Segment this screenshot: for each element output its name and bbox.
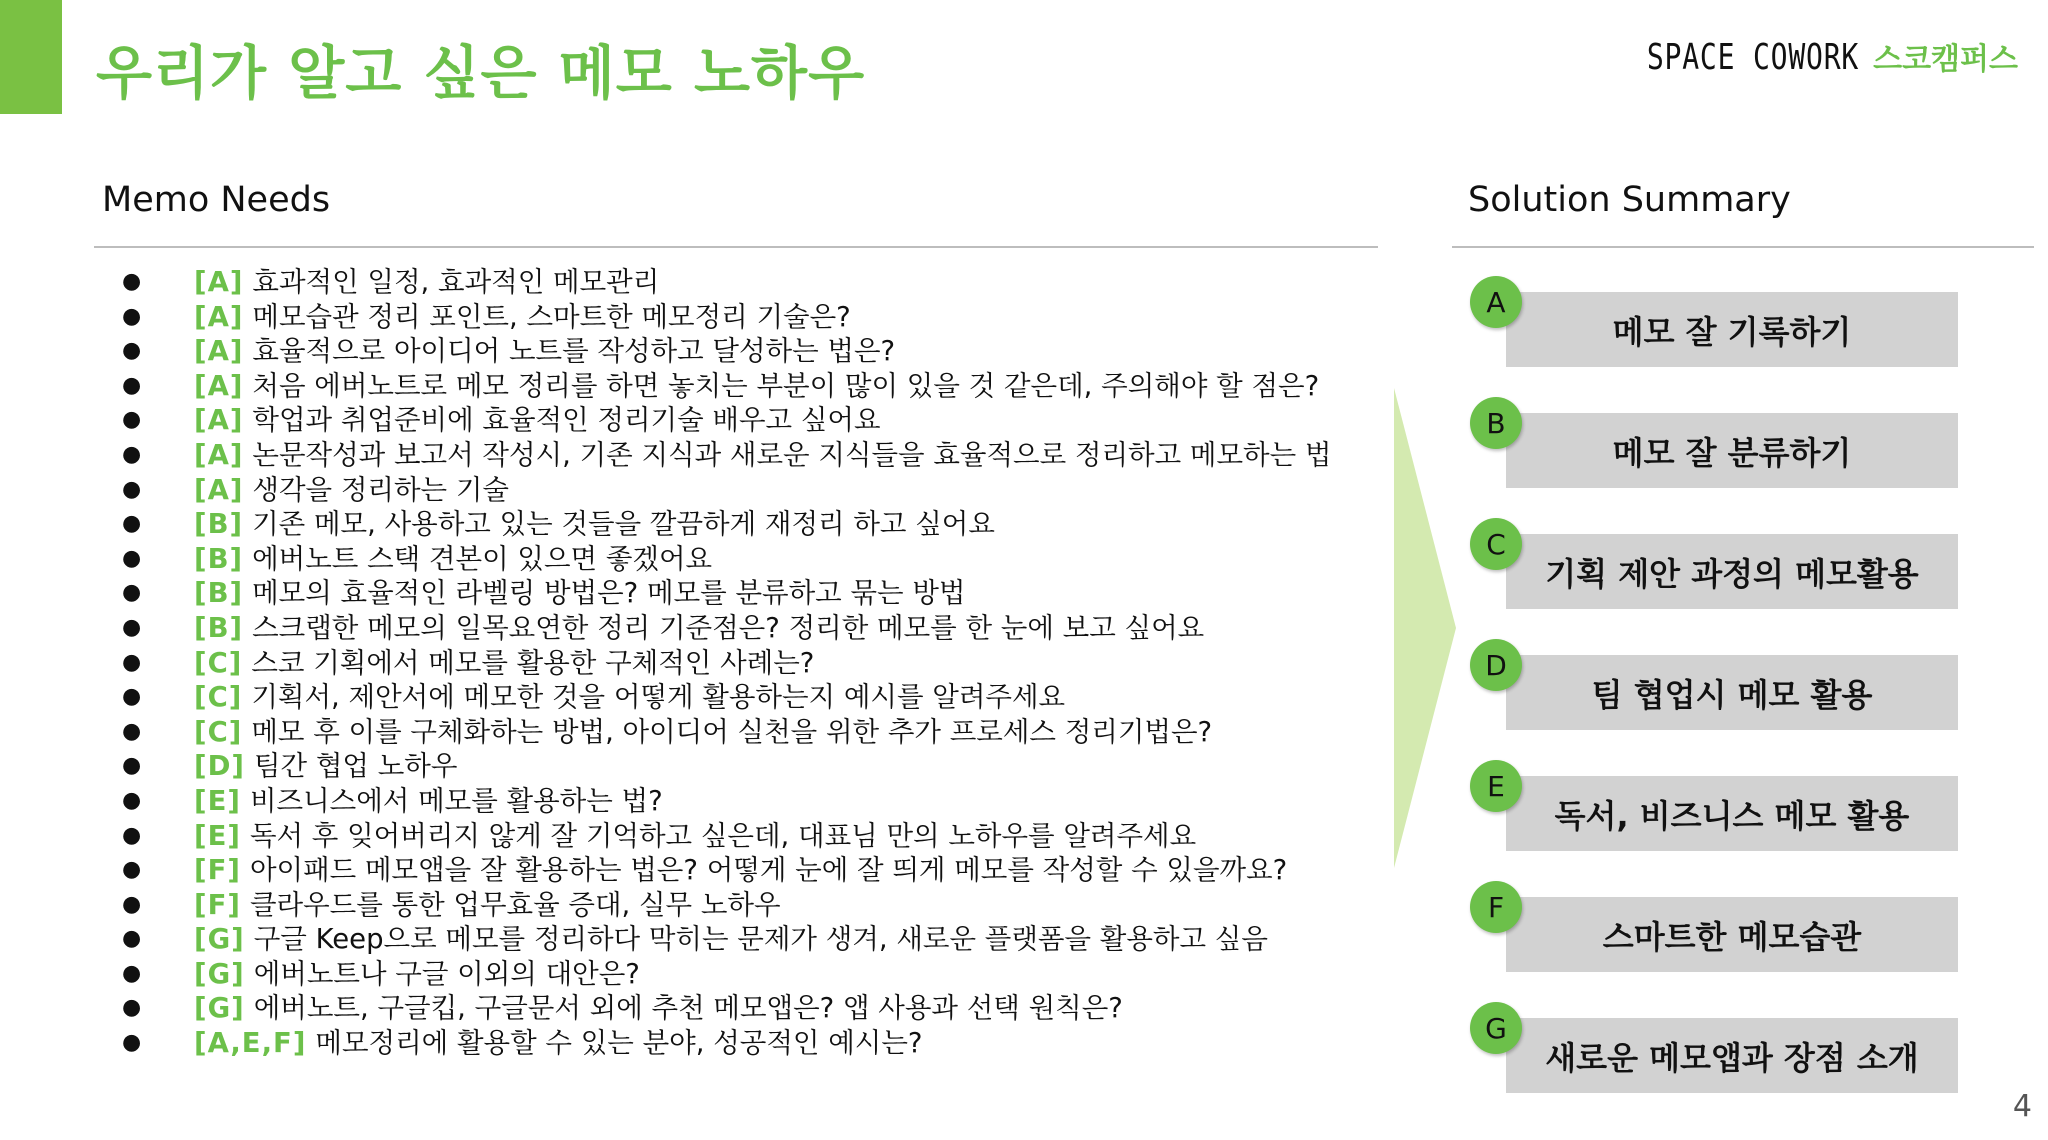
solution-label: 기획 제안 과정의 메모활용 <box>1506 534 1958 609</box>
solution-item-e <box>1470 760 2040 840</box>
solution-label: 스마트한 메모습관 <box>1506 897 1958 972</box>
list-item <box>122 749 1331 784</box>
category-tag: [A] <box>194 335 244 368</box>
solution-summary-divider <box>1452 246 2034 248</box>
list-item <box>122 265 1331 300</box>
list-item <box>122 438 1331 473</box>
solution-label: 메모 잘 분류하기 <box>1506 413 1958 488</box>
list-item <box>122 784 1331 819</box>
need-text: 아이패드 메모앱을 잘 활용하는 법은? 어떻게 눈에 잘 띄게 메모를 작성할 수 있을까요? <box>249 854 1288 887</box>
need-text: 스크랩한 메모의 일목요연한 정리 기준점은? 정리한 메모를 한 눈에 보고 싶어요 <box>252 611 1205 644</box>
category-tag: [D] <box>194 750 245 783</box>
list-item <box>122 473 1331 508</box>
list-item <box>122 853 1331 888</box>
need-text: 클라우드를 통한 업무효율 증대, 실무 노하우 <box>249 888 781 921</box>
need-text: 학업과 취업준비에 효율적인 정리기술 배우고 싶어요 <box>252 404 881 437</box>
need-text: 비즈니스에서 메모를 활용하는 법? <box>249 784 663 817</box>
bullet-icon: ● <box>122 960 142 986</box>
bullet-icon: ● <box>122 545 142 571</box>
need-text: 에버노트, 구글킵, 구글문서 외에 추천 메모앱은? 앱 사용과 선택 원칙은? <box>253 992 1123 1025</box>
category-tag: [G] <box>194 957 245 990</box>
solution-item-a <box>1470 276 2040 356</box>
bullet-icon: ● <box>122 580 142 606</box>
list-item <box>122 922 1331 957</box>
solution-item-d <box>1470 639 2040 719</box>
solution-letter-badge: A <box>1470 276 1522 328</box>
memo-needs-list <box>122 265 1331 1061</box>
category-tag: [A,E,F] <box>194 1027 307 1060</box>
category-tag: [C] <box>194 646 243 679</box>
category-tag: [E] <box>194 784 241 817</box>
list-item <box>122 507 1331 542</box>
category-tag: [E] <box>194 819 241 852</box>
solution-summary-heading: Solution Summary <box>1468 180 1791 220</box>
category-tag: [C] <box>194 715 243 748</box>
need-text: 논문작성과 보고서 작성시, 기존 지식과 새로운 지식들을 효율적으로 정리하고 메모하는 법 <box>252 438 1332 471</box>
bullet-icon: ● <box>122 338 142 364</box>
list-item <box>122 1026 1331 1061</box>
page-title: 우리가 알고 싶은 메모 노하우 <box>96 39 866 107</box>
header-accent-block <box>0 0 62 114</box>
need-text: 구글 Keep으로 메모를 정리하다 막히는 문제가 생겨, 새로운 플랫폼을 활용하고 싶음 <box>253 923 1268 956</box>
category-tag: [B] <box>194 542 244 575</box>
need-text: 독서 후 잊어버리지 않게 잘 기억하고 싶은데, 대표님 만의 노하우를 알려주세요 <box>249 819 1197 852</box>
category-tag: [A] <box>194 473 244 506</box>
need-text: 에버노트 스택 견본이 있으면 좋겠어요 <box>252 542 713 575</box>
category-tag: [G] <box>194 992 245 1025</box>
need-text: 메모습관 정리 포인트, 스마트한 메모정리 기술은? <box>252 300 851 333</box>
solution-item-f <box>1470 881 2040 961</box>
solution-item-b <box>1470 397 2040 477</box>
bullet-icon: ● <box>122 372 142 398</box>
solution-letter-badge: F <box>1470 881 1522 933</box>
bullet-icon: ● <box>122 441 142 467</box>
category-tag: [F] <box>194 854 241 887</box>
list-item <box>122 300 1331 335</box>
need-text: 에버노트나 구글 이외의 대안은? <box>253 957 640 990</box>
bullet-icon: ● <box>122 649 142 675</box>
category-tag: [A] <box>194 300 244 333</box>
category-tag: [B] <box>194 577 244 610</box>
solution-letter-badge: D <box>1470 639 1522 691</box>
solution-letter-badge: C <box>1470 518 1522 570</box>
need-text: 기획서, 제안서에 메모한 것을 어떻게 활용하는지 예시를 알려주세요 <box>251 681 1066 714</box>
list-item <box>122 888 1331 923</box>
solution-label: 새로운 메모앱과 장점 소개 <box>1506 1018 1958 1093</box>
list-item <box>122 715 1331 750</box>
need-text: 메모정리에 활용할 수 있는 분야, 성공적인 예시는? <box>315 1027 923 1060</box>
list-item <box>122 957 1331 992</box>
need-text: 스코 기획에서 메모를 활용한 구체적인 사례는? <box>251 646 815 679</box>
category-tag: [A] <box>194 369 244 402</box>
solution-item-c <box>1470 518 2040 598</box>
solution-label: 독서, 비즈니스 메모 활용 <box>1506 776 1958 851</box>
need-text: 팀간 협업 노하우 <box>253 750 458 783</box>
bullet-icon: ● <box>122 857 142 883</box>
need-text: 효과적인 일정, 효과적인 메모관리 <box>252 266 660 298</box>
bullet-icon: ● <box>122 995 142 1021</box>
bullet-icon: ● <box>122 684 142 710</box>
need-text: 메모 후 이를 구체화하는 방법, 아이디어 실천을 위한 추가 프로세스 정리기법은? <box>251 715 1213 748</box>
solution-letter-badge: E <box>1470 760 1522 812</box>
brand-subname: 스코캠퍼스 <box>1873 42 2018 77</box>
memo-needs-heading: Memo Needs <box>102 180 331 220</box>
bullet-icon: ● <box>122 476 142 502</box>
bullet-icon: ● <box>122 718 142 744</box>
bullet-icon: ● <box>122 753 142 779</box>
bullet-icon: ● <box>122 614 142 640</box>
need-text: 생각을 정리하는 기술 <box>252 473 509 506</box>
solution-label: 메모 잘 기록하기 <box>1506 292 1958 367</box>
bullet-icon: ● <box>122 1030 142 1056</box>
need-text: 효율적으로 아이디어 노트를 작성하고 달성하는 법은? <box>252 335 896 368</box>
bullet-icon: ● <box>122 891 142 917</box>
solution-letter-badge: B <box>1470 397 1522 449</box>
bullet-icon: ● <box>122 303 142 329</box>
bullet-icon: ● <box>122 822 142 848</box>
need-text: 기존 메모, 사용하고 있는 것들을 깔끔하게 재정리 하고 싶어요 <box>252 508 995 541</box>
solution-label: 팀 협업시 메모 활용 <box>1506 655 1958 730</box>
category-tag: [A] <box>194 404 244 437</box>
need-text: 메모의 효율적인 라벨링 방법은? 메모를 분류하고 묶는 방법 <box>252 577 966 610</box>
bullet-icon: ● <box>122 787 142 813</box>
category-tag: [A] <box>194 266 244 298</box>
bullet-icon: ● <box>122 511 142 537</box>
list-item <box>122 369 1331 404</box>
need-text: 처음 에버노트로 메모 정리를 하면 놓치는 부분이 많이 있을 것 같은데, 주의해야 할 점은? <box>252 369 1320 402</box>
category-tag: [A] <box>194 438 244 471</box>
solution-item-g <box>1470 1002 2040 1082</box>
category-tag: [F] <box>194 888 241 921</box>
solution-letter-badge: G <box>1470 1002 1522 1054</box>
list-item <box>122 991 1331 1026</box>
list-item <box>122 542 1331 577</box>
list-item <box>122 680 1331 715</box>
list-item <box>122 611 1331 646</box>
category-tag: [C] <box>194 681 243 714</box>
list-item <box>122 819 1331 854</box>
memo-needs-divider <box>94 246 1378 248</box>
bullet-icon: ● <box>122 926 142 952</box>
bullet-icon: ● <box>122 269 142 294</box>
category-tag: [B] <box>194 508 244 541</box>
bullet-icon: ● <box>122 407 142 433</box>
list-item <box>122 403 1331 438</box>
brand-logo <box>1587 34 2018 78</box>
list-item <box>122 646 1331 681</box>
list-item <box>122 576 1331 611</box>
brand-name: SPACE COWORK <box>1646 37 1860 78</box>
category-tag: [G] <box>194 923 245 956</box>
page-number: 4 <box>2012 1089 2032 1124</box>
category-tag: [B] <box>194 611 244 644</box>
list-item <box>122 334 1331 369</box>
arrow-right-icon <box>1394 388 1456 868</box>
